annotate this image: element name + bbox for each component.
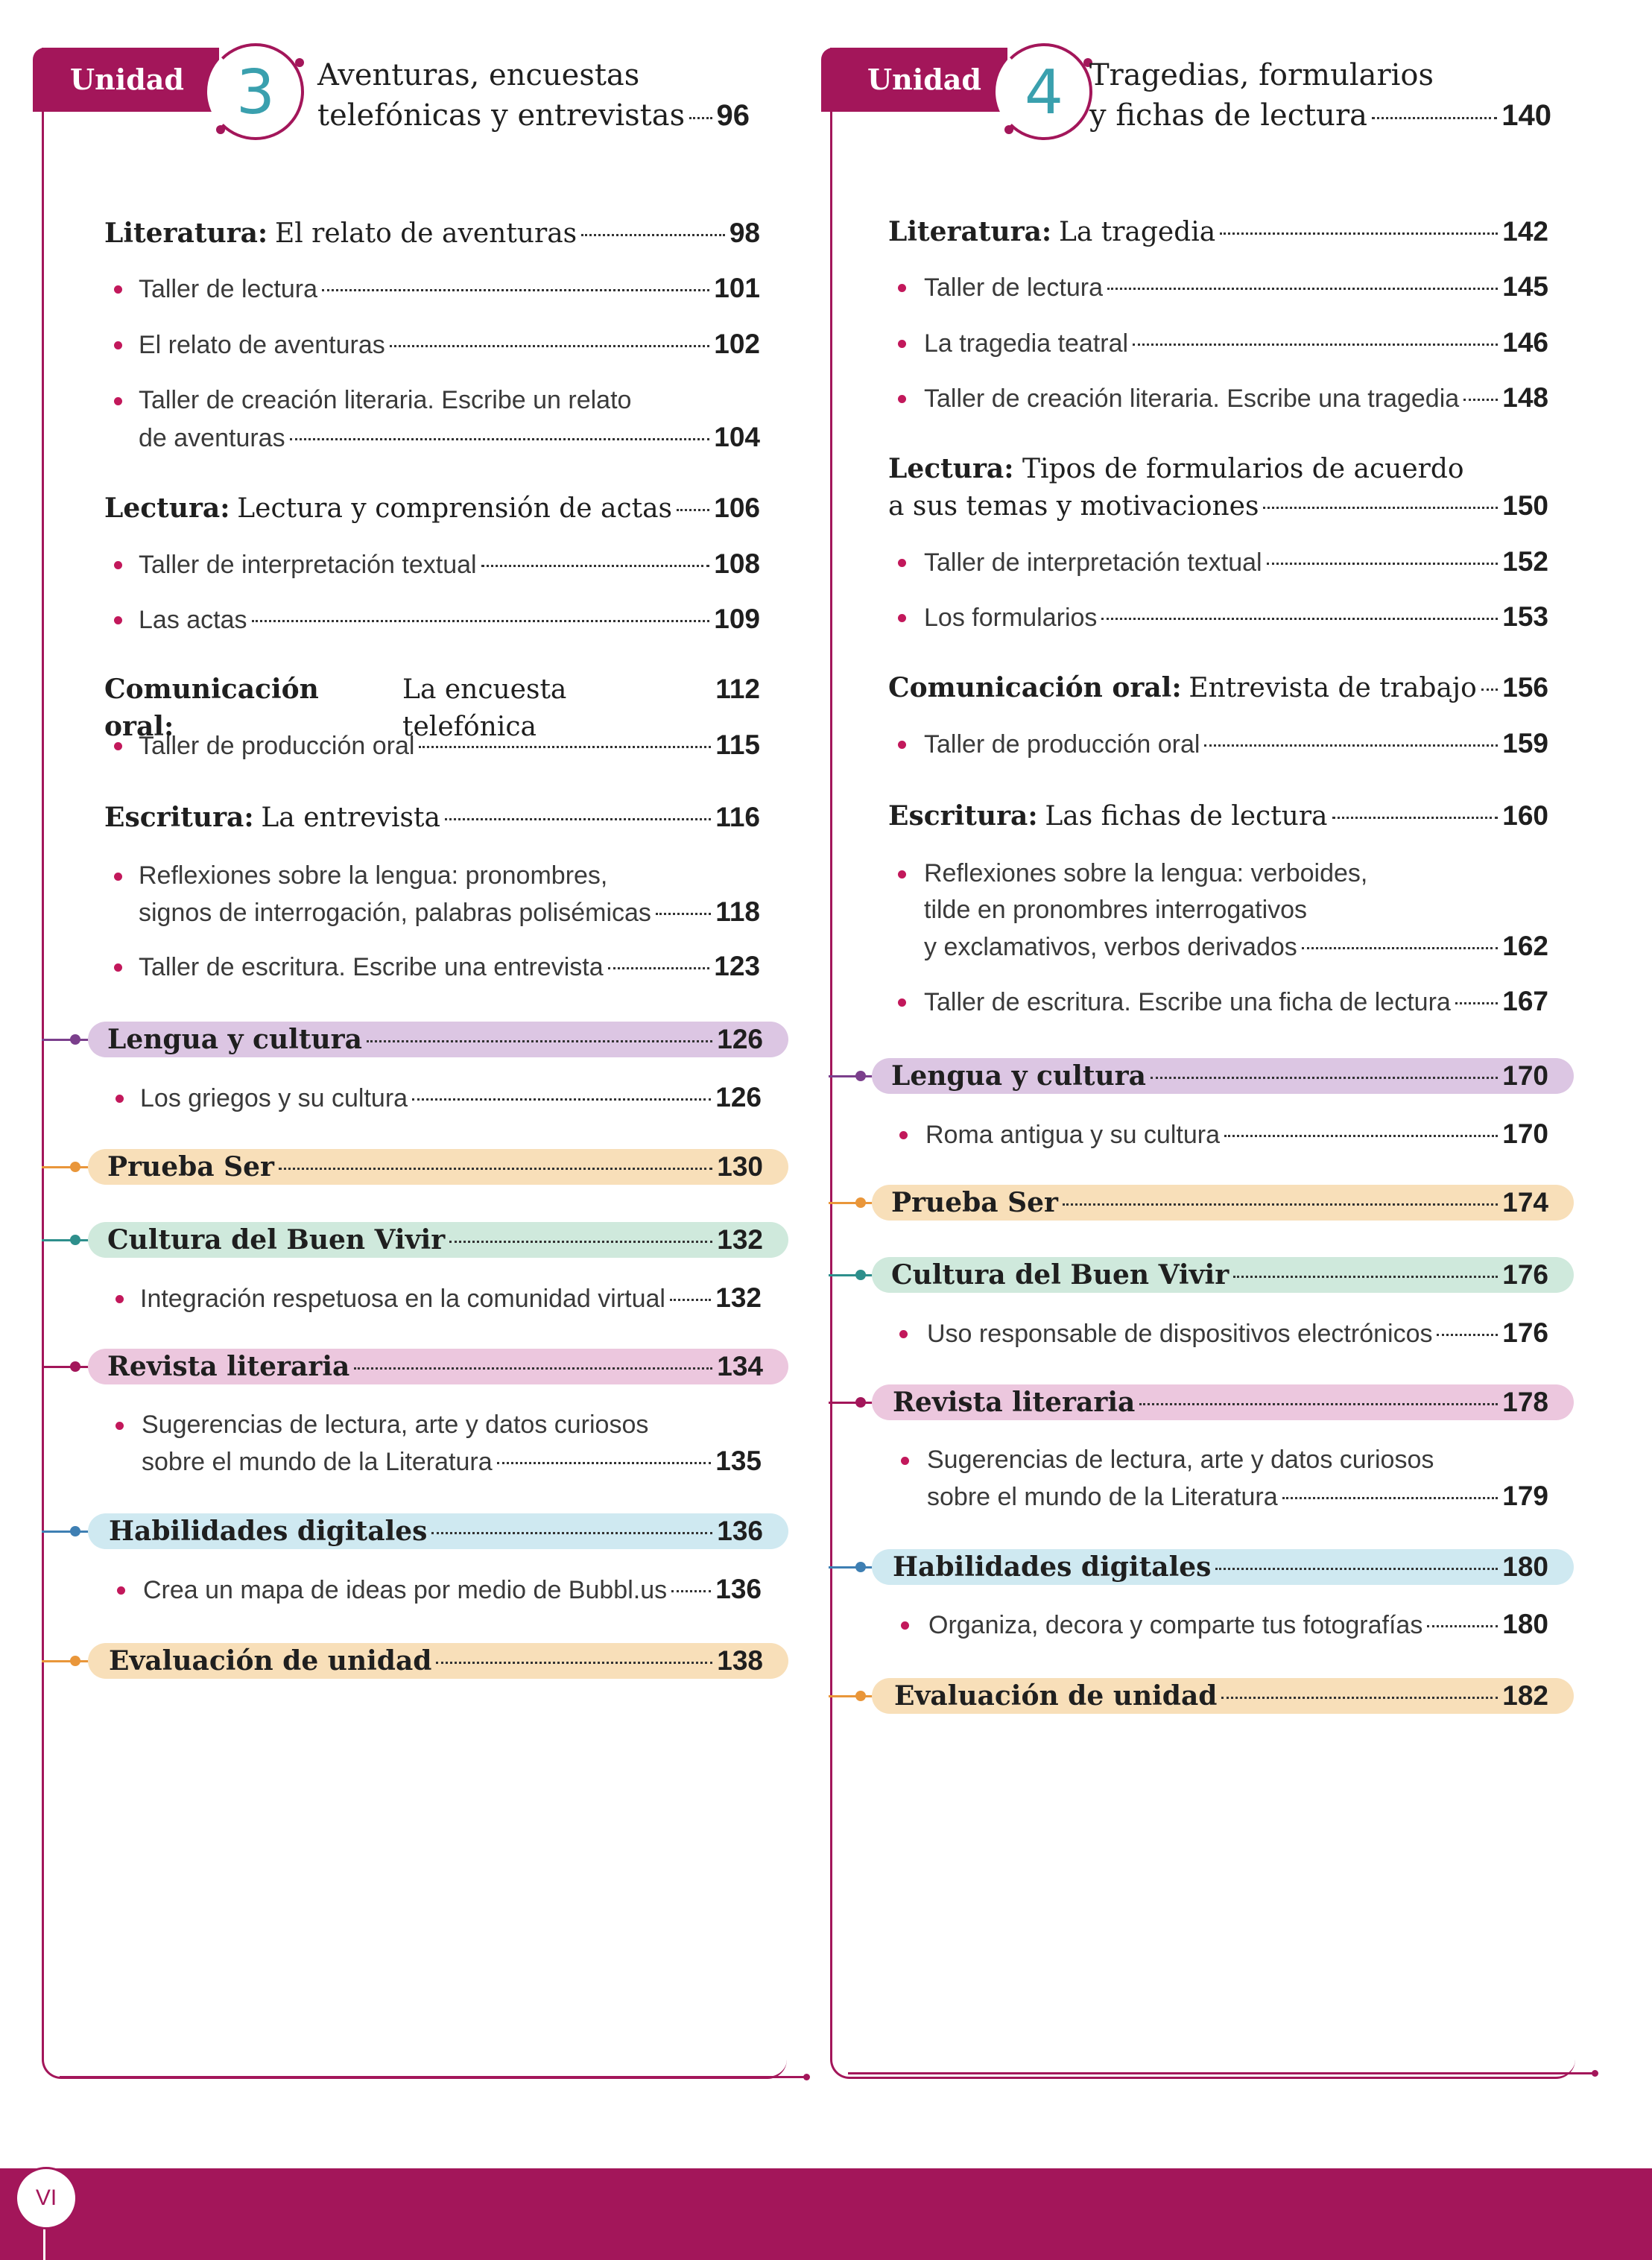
item-text: El relato de aventuras: [139, 331, 385, 359]
unit3-revista-entry[interactable]: [107, 1349, 763, 1384]
footer-line: [43, 2228, 45, 2260]
unit4-revista-item-line1: Sugerencias de lectura, arte y datos curiosos: [927, 1446, 1434, 1474]
bullet-icon: [898, 870, 906, 879]
habilidades-band-line: [42, 1531, 94, 1533]
unit4-bottom-dot: [1592, 2070, 1598, 2077]
item-text: Taller de interpretación textual: [139, 551, 477, 579]
bullet-icon: [114, 963, 122, 972]
revista-band-dot: [70, 1361, 80, 1372]
page-number: 162: [1502, 931, 1548, 961]
unit4-lec-item[interactable]: [924, 598, 1548, 636]
lengua-band-dot: [855, 1071, 866, 1081]
page-number: 118: [715, 896, 760, 927]
unit4-esc-item[interactable]: [924, 983, 1548, 1021]
item-text: Taller de interpretación textual: [924, 548, 1262, 577]
item-text: Crea un mapa de ideas por medio de Bubbl.us: [143, 1576, 668, 1604]
page-number: 135: [715, 1446, 762, 1476]
item-text: Las actas: [139, 606, 247, 634]
page-number: 112: [715, 674, 760, 704]
unit3-evaluacion-entry[interactable]: [109, 1643, 763, 1679]
page-number: 179: [1502, 1481, 1548, 1511]
page-number: 108: [714, 548, 760, 579]
unit4-com-item[interactable]: [924, 725, 1548, 763]
bullet-icon: [115, 1095, 124, 1103]
unit4-number: 4: [1024, 57, 1064, 128]
buen-vivir-band-dot: [855, 1270, 866, 1280]
unit4-lec-item[interactable]: [924, 543, 1548, 581]
unit3-habilidades-item[interactable]: [143, 1571, 762, 1609]
section-title: a sus temas y motivaciones: [888, 491, 1259, 522]
unit4-evaluacion-entry[interactable]: [894, 1678, 1548, 1714]
item-text: y exclamativos, verbos derivados: [924, 933, 1297, 961]
unit3-lit-item3-line1: Taller de creación literaria. Escribe un relato: [139, 386, 632, 414]
unit4-esc-item[interactable]: [924, 928, 1548, 966]
unit4-habilidades-item[interactable]: [928, 1606, 1548, 1644]
section-title: Entrevista de trabajo: [1189, 673, 1477, 703]
unit3-lectura-entry[interactable]: [104, 490, 760, 528]
page-number: 123: [714, 951, 760, 981]
page-number: 176: [1502, 1259, 1548, 1290]
section-label: Comunicación oral:: [888, 672, 1182, 703]
band-label: Habilidades digitales: [109, 1516, 428, 1547]
unit3-header: [33, 48, 793, 133]
unit3-buen-vivir-entry[interactable]: [107, 1222, 763, 1258]
section-title: Tipos de formularios de acuerdo: [1022, 454, 1464, 484]
page-number: 146: [1502, 327, 1548, 358]
band-label: Cultura del Buen Vivir: [107, 1224, 446, 1256]
band-label: Habilidades digitales: [893, 1551, 1212, 1583]
item-text: Taller de creación literaria. Escribe una tragedia: [924, 384, 1460, 413]
unit4-comunicacion-entry[interactable]: [888, 669, 1548, 707]
unit4-esc-item1-line2: tilde en pronombres interrogativos: [924, 896, 1308, 924]
page-number: 167: [1502, 986, 1548, 1016]
page-number: 132: [717, 1224, 763, 1255]
page-number: 102: [714, 329, 760, 359]
unit4-ring-dot: [1004, 125, 1013, 134]
bullet-icon: [898, 284, 906, 292]
unit3-lit-item[interactable]: [139, 419, 760, 457]
bullet-icon: [901, 1621, 909, 1630]
unit3-lec-item[interactable]: [139, 545, 760, 583]
section-title: El relato de aventuras: [274, 218, 577, 249]
section-label: Literatura:: [888, 216, 1052, 247]
buen-vivir-band-line: [42, 1239, 94, 1241]
page-number: 104: [714, 422, 760, 452]
page-number: 159: [1502, 728, 1548, 759]
bullet-icon: [114, 742, 122, 750]
page-number: 156: [1502, 672, 1548, 703]
page-number: 152: [1502, 546, 1548, 577]
page-number: 126: [717, 1024, 763, 1054]
bullet-icon: [898, 395, 906, 403]
item-text: Roma antigua y su cultura: [925, 1121, 1220, 1149]
item-text: Taller de escritura. Escribe una ficha de lectura: [924, 988, 1451, 1016]
section-label: Lectura:: [888, 453, 1014, 484]
habilidades-band-dot: [70, 1526, 80, 1536]
footer-bar: [0, 2168, 1652, 2260]
item-text: Organiza, decora y comparte tus fotografías: [928, 1611, 1423, 1639]
bullet-icon: [115, 1422, 124, 1430]
lengua-band-dot: [70, 1034, 80, 1045]
section-title: Las fichas de lectura: [1045, 801, 1328, 832]
band-label: Evaluación de unidad: [894, 1680, 1218, 1712]
prueba-band-dot: [855, 1197, 866, 1208]
unit4-lit-item[interactable]: [924, 268, 1548, 306]
unit3-ring-dot: [216, 125, 225, 134]
section-label: Literatura:: [104, 218, 268, 249]
page-number: 106: [714, 493, 760, 523]
unit4-buen-vivir-entry[interactable]: [891, 1257, 1548, 1293]
unit3-title-line2: telefónicas y entrevistas: [317, 98, 686, 133]
unit3-com-item[interactable]: [139, 727, 760, 765]
item-text: Integración respetuosa en la comunidad virtual: [140, 1285, 665, 1313]
page-number: 180: [1502, 1551, 1548, 1582]
bullet-icon: [898, 614, 906, 622]
unit3-revista-item-line1: Sugerencias de lectura, arte y datos curiosos: [142, 1411, 649, 1439]
unit3-prueba-entry[interactable]: [107, 1149, 763, 1185]
item-text: Taller de lectura: [139, 275, 318, 303]
unit3-ring-dot: [295, 58, 304, 67]
bullet-icon: [898, 998, 906, 1007]
page-number: 180: [1502, 1609, 1548, 1639]
page-number: 138: [717, 1645, 763, 1676]
item-text: signos de interrogación, palabras polisémicas: [139, 899, 651, 927]
unit4-bottom-rule: [848, 2072, 1593, 2074]
unit4-unidad-label: Unidad: [867, 63, 981, 96]
bullet-icon: [115, 1295, 124, 1303]
section-label: Escritura:: [888, 800, 1038, 832]
page-number: 178: [1502, 1387, 1548, 1417]
page-number: 182: [1502, 1680, 1548, 1711]
page-number: 136: [717, 1516, 763, 1546]
unit4-title[interactable]: [1089, 55, 1551, 136]
page-number: 160: [1502, 800, 1548, 831]
section-title: La encuesta telefónica: [402, 674, 567, 742]
unit3-esc-item[interactable]: [139, 893, 760, 931]
bullet-icon: [114, 873, 122, 881]
bullet-icon: [114, 397, 122, 405]
band-label: Lengua y cultura: [107, 1024, 362, 1055]
bullet-icon: [114, 561, 122, 569]
item-text: Taller de lectura: [924, 273, 1104, 302]
unit3-lengua-item[interactable]: [140, 1079, 762, 1117]
page-number: 132: [715, 1282, 762, 1313]
unit3-bottom-rule: [60, 2076, 805, 2078]
bullet-icon: [898, 559, 906, 567]
item-text: Los griegos y su cultura: [140, 1084, 408, 1112]
unit3-bottom-dot: [803, 2074, 810, 2080]
item-text: de aventuras: [139, 424, 285, 452]
prueba-band-line: [42, 1166, 94, 1168]
unit4-lectura-line1: [888, 450, 1464, 488]
unit3-title[interactable]: [317, 55, 750, 136]
unit4-revista-item[interactable]: [927, 1478, 1548, 1516]
page-number: 145: [1502, 271, 1548, 302]
page-number: 101: [714, 273, 760, 303]
evaluacion-band-line: [42, 1660, 94, 1662]
bullet-icon: [899, 1330, 908, 1338]
unit3-revista-item[interactable]: [142, 1443, 762, 1481]
page-number: 109: [714, 604, 760, 634]
section-title: La tragedia: [1058, 217, 1216, 247]
page-number: 170: [1502, 1060, 1548, 1091]
unit4-lengua-entry[interactable]: [891, 1058, 1548, 1094]
band-label: Cultura del Buen Vivir: [891, 1259, 1229, 1291]
page-number: 150: [1502, 490, 1548, 521]
bullet-icon: [114, 616, 122, 624]
item-text: Taller de producción oral: [139, 732, 415, 760]
item-text: Los formularios: [924, 604, 1098, 632]
buen-vivir-band-dot: [70, 1235, 80, 1245]
section-label: Escritura:: [104, 802, 254, 833]
unit3-literatura-entry[interactable]: [104, 215, 760, 253]
unit4-title-line1: Tragedias, formularios: [1089, 58, 1434, 92]
band-label: Revista literaria: [107, 1351, 350, 1382]
page-number: 115: [715, 729, 760, 760]
band-label: Prueba Ser: [107, 1151, 275, 1183]
unit4-literatura-entry[interactable]: [888, 213, 1548, 251]
item-text: Taller de escritura. Escribe una entrevista: [139, 953, 604, 981]
prueba-band-dot: [70, 1162, 80, 1172]
unit3-habilidades-entry[interactable]: [109, 1513, 763, 1549]
page-number: 174: [1502, 1187, 1548, 1218]
band-label: Revista literaria: [893, 1387, 1136, 1418]
item-text: Uso responsable de dispositivos electrónicos: [927, 1320, 1433, 1348]
unit4-buen-vivir-item[interactable]: [927, 1314, 1548, 1352]
unit4-lit-item[interactable]: [924, 324, 1548, 362]
unit4-habilidades-entry[interactable]: [893, 1549, 1548, 1585]
unit4-title-line2: y fichas de lectura: [1089, 98, 1367, 133]
unit3-page: 96: [716, 99, 750, 132]
unit4-prueba-entry[interactable]: [891, 1185, 1548, 1221]
page-number: 136: [715, 1574, 762, 1604]
unit4-esc-item1-line1: Reflexiones sobre la lengua: verboides,: [924, 859, 1368, 887]
evaluacion-band-dot: [70, 1656, 80, 1666]
band-label: Evaluación de unidad: [109, 1645, 432, 1677]
section-title: La entrevista: [261, 803, 440, 833]
item-text: La tragedia teatral: [924, 329, 1129, 358]
bullet-icon: [899, 1131, 908, 1139]
unit4-lit-item[interactable]: [924, 379, 1548, 417]
unit4-escritura-entry[interactable]: [888, 797, 1548, 835]
page-number: 98: [729, 218, 760, 248]
band-label: Lengua y cultura: [891, 1060, 1146, 1092]
bullet-icon: [901, 1457, 909, 1465]
item-text: Taller de producción oral: [924, 730, 1200, 759]
unit4-revista-entry[interactable]: [893, 1384, 1548, 1420]
bullet-icon: [898, 340, 906, 348]
page-number: 176: [1502, 1317, 1548, 1348]
item-text: sobre el mundo de la Literatura: [927, 1483, 1278, 1511]
page-number: 170: [1502, 1118, 1548, 1149]
band-label: Prueba Ser: [891, 1187, 1059, 1218]
unit3-title-line1: Aventuras, encuestas: [317, 58, 640, 92]
page-number: 148: [1502, 382, 1548, 413]
page-number-badge: VI: [15, 2167, 77, 2229]
unit4-lectura-entry[interactable]: [888, 487, 1548, 525]
bullet-icon: [898, 741, 906, 749]
habilidades-band-dot: [855, 1562, 866, 1572]
evaluacion-band-dot: [855, 1691, 866, 1701]
revista-band-dot: [855, 1397, 866, 1408]
unit3-lit-item[interactable]: [139, 270, 760, 308]
page-number: 116: [715, 802, 760, 832]
bullet-icon: [114, 341, 122, 349]
bullet-icon: [117, 1586, 125, 1595]
lengua-band-line: [42, 1039, 94, 1041]
unit4-header: [821, 48, 1581, 133]
page-number: 126: [715, 1082, 762, 1112]
page-number: 142: [1502, 216, 1548, 247]
page-number: 153: [1502, 601, 1548, 632]
unit3-buen-vivir-item[interactable]: [140, 1279, 762, 1317]
unit3-number: 3: [235, 57, 276, 128]
unit3-lec-item[interactable]: [139, 601, 760, 639]
unit3-unidad-label: Unidad: [70, 63, 184, 96]
unit3-lengua-entry[interactable]: [107, 1022, 763, 1057]
unit3-esc-item[interactable]: [139, 948, 760, 986]
revista-band-line: [42, 1366, 94, 1368]
section-label: Comunicación oral:: [104, 674, 319, 742]
unit4-page: 140: [1501, 99, 1551, 132]
unit3-lit-item[interactable]: [139, 326, 760, 364]
section-label: Lectura:: [104, 493, 230, 524]
unit3-escritura-entry[interactable]: [104, 799, 760, 837]
unit4-lengua-item[interactable]: [925, 1115, 1548, 1153]
page-number: 134: [717, 1351, 763, 1381]
unit3-esc-item1-line1: Reflexiones sobre la lengua: pronombres,: [139, 861, 608, 890]
page-number: 130: [717, 1151, 763, 1182]
bullet-icon: [114, 285, 122, 294]
item-text: sobre el mundo de la Literatura: [142, 1448, 493, 1476]
section-title: Lectura y comprensión de actas: [237, 493, 673, 524]
